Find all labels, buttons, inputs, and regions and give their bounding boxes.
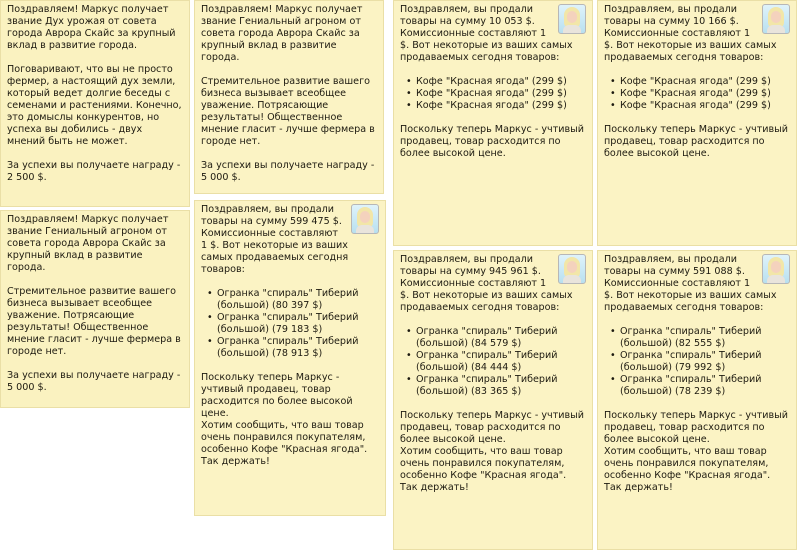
list-item: • Огранка "спираль" Тиберий (большой) (80 397 $) xyxy=(201,288,379,312)
notification-paragraph: Стремительное развитие вашего бизнеса вызывает всеобщее уважение. Потрясающие результаты! Общественное мнение гласит - лучше фермера в городе нет. xyxy=(7,286,181,357)
top-items-list xyxy=(604,76,790,112)
list-item: • Огранка "спираль" Тиберий (большой) (79 183 $) xyxy=(201,312,379,336)
notification-card xyxy=(194,0,384,194)
notification-card xyxy=(393,250,593,550)
notification-paragraph: Поздравляем! Маркус получает звание Дух урожая от совета города Аврора Скайс за крупный вклад в развитие города. xyxy=(7,4,176,51)
list-item: • Огранка "спираль" Тиберий (большой) (83 365 $) xyxy=(400,374,586,398)
notification-card xyxy=(597,250,797,550)
avatar xyxy=(558,4,586,34)
top-items-list xyxy=(400,76,586,112)
notification-paragraph: За успехи вы получаете награду - 2 500 $. xyxy=(7,160,181,183)
notification-card xyxy=(194,200,386,516)
list-item: • Огранка "спираль" Тиберий (большой) (79 992 $) xyxy=(604,350,790,374)
notification-card xyxy=(0,0,190,207)
notification-paragraph: Поздравляем! Маркус получает звание Гениальный агроном от совета города Аврора Скайс за крупный вклад в развитие города. xyxy=(7,214,169,273)
notification-paragraph: За успехи вы получаете награду - 5 000 $. xyxy=(201,160,375,183)
notification-paragraph: Стремительное развитие вашего бизнеса вызывает всеобщее уважение. Потрясающие результаты! Общественное мнение гласит - лучше фермера в городе нет. xyxy=(201,76,375,147)
list-item: • Огранка "спираль" Тиберий (большой) (84 444 $) xyxy=(400,350,586,374)
list-item: • Кофе "Красная ягода" (299 $) xyxy=(400,100,586,112)
list-item: • Кофе "Красная ягода" (299 $) xyxy=(604,88,790,100)
avatar xyxy=(558,254,586,284)
sale-intro: Поздравляем, вы продали товары на сумму 599 475 $. Комиссионные составляют 1 $. Вот некоторые из ваших самых продаваемых сегодня товаров: xyxy=(201,204,349,275)
list-item: • Огранка "спираль" Тиберий (большой) (78 239 $) xyxy=(604,374,790,398)
sale-intro: Поздравляем, вы продали товары на сумму 10 053 $. Комиссионные составляют 1 $. Вот некоторые из ваших самых продаваемых сегодня товаров: xyxy=(400,4,573,63)
top-items-list xyxy=(400,326,586,398)
avatar xyxy=(762,4,790,34)
sale-outro: Поскольку теперь Маркус - учтивый продавец, товар расходится по более высокой цене. Хотим сообщить, что ваш товар очень понравился покупателям, особенно Кофе "Красная ягода". Так держать! xyxy=(604,410,788,493)
list-item: • Кофе "Красная ягода" (299 $) xyxy=(604,100,790,112)
list-item: • Огранка "спираль" Тиберий (большой) (84 579 $) xyxy=(400,326,586,350)
sale-outro: Поскольку теперь Маркус - учтивый продавец, товар расходится по более высокой цене. xyxy=(604,124,788,159)
avatar xyxy=(351,204,379,234)
list-item: • Кофе "Красная ягода" (299 $) xyxy=(400,76,586,88)
notification-paragraph: За успехи вы получаете награду - 5 000 $. xyxy=(7,370,181,393)
sale-outro: Поскольку теперь Маркус - учтивый продавец, товар расходится по более высокой цене. Хотим сообщить, что ваш товар очень понравился покупателям, особенно Кофе "Красная ягода". Так держать! xyxy=(400,410,584,493)
list-item: • Кофе "Красная ягода" (299 $) xyxy=(604,76,790,88)
notification-paragraph: Поздравляем! Маркус получает звание Гениальный агроном от совета города Аврора Скайс за крупный вклад в развитие города. xyxy=(201,4,363,63)
sale-outro: Поскольку теперь Маркус - учтивый продавец, товар расходится по более высокой цене. xyxy=(400,124,584,159)
sale-intro: Поздравляем, вы продали товары на сумму 10 166 $. Комиссионные составляют 1 $. Вот некоторые из ваших самых продаваемых сегодня товаров: xyxy=(604,4,777,63)
sale-outro: Поскольку теперь Маркус - учтивый продавец, товар расходится по более высокой цене. Хотим сообщить, что ваш товар очень понравился покупателям, особенно Кофе "Красная ягода". Так держать! xyxy=(201,372,368,467)
top-items-list xyxy=(604,326,790,398)
notification-paragraph: Поговаривают, что вы не просто фермер, а настоящий дух земли, который ведет долгие беседы с семенами и растениями. Конечно, это домыслы конкурентов, но успеха вы добились - двух мнений быть не может. xyxy=(7,64,182,147)
notification-card xyxy=(0,210,190,408)
sale-intro: Поздравляем, вы продали товары на сумму 591 088 $. Комиссионные составляют 1 $. Вот некоторые из ваших самых продаваемых сегодня товаров: xyxy=(604,254,777,313)
notification-card xyxy=(597,0,797,246)
top-items-list xyxy=(201,288,379,360)
list-item: • Огранка "спираль" Тиберий (большой) (78 913 $) xyxy=(201,336,379,360)
notification-card xyxy=(393,0,593,246)
list-item: • Кофе "Красная ягода" (299 $) xyxy=(400,88,586,100)
avatar xyxy=(762,254,790,284)
list-item: • Огранка "спираль" Тиберий (большой) (82 555 $) xyxy=(604,326,790,350)
sale-intro: Поздравляем, вы продали товары на сумму 945 961 $. Комиссионные составляют 1 $. Вот некоторые из ваших самых продаваемых сегодня товаров: xyxy=(400,254,573,313)
